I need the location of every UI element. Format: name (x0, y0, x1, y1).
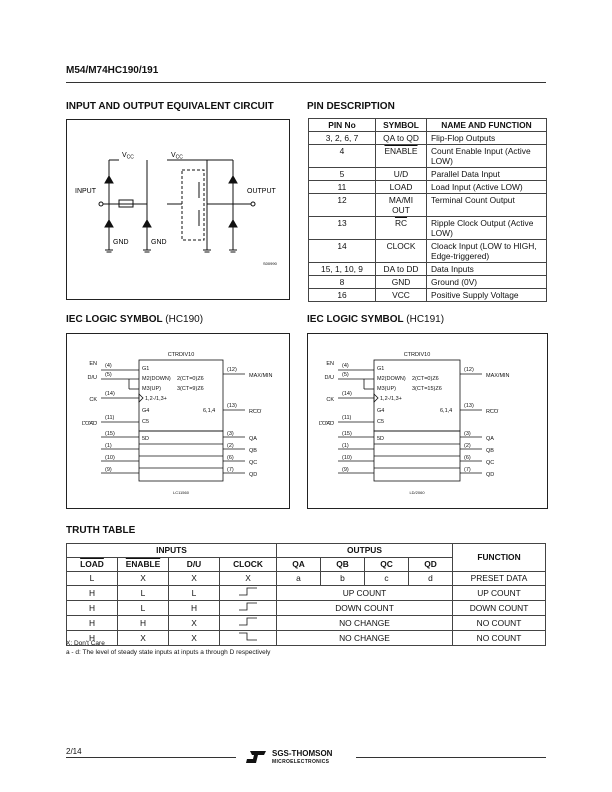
svg-text:(10): (10) (342, 455, 352, 461)
rising-edge-icon (220, 586, 277, 601)
svg-text:LC11560: LC11560 (173, 490, 189, 495)
svg-text:(9): (9) (342, 467, 349, 473)
input-label: INPUT (75, 188, 96, 195)
svg-text:C5: C5 (377, 419, 385, 425)
svg-text:M3(UP): M3(UP) (142, 386, 161, 392)
iec-en-label: EN (89, 361, 97, 367)
svg-text:(15): (15) (342, 431, 352, 437)
rising-edge-icon (220, 616, 277, 631)
iec-logic-symbol-hc191 (307, 333, 548, 509)
svg-text:QC: QC (249, 460, 258, 466)
svg-text:(13): (13) (464, 403, 474, 409)
svg-text:(3): (3) (464, 431, 471, 437)
svg-text:(10): (10) (105, 455, 115, 461)
table-row: 15, 1, 10, 9 DA to DD Data Inputs (309, 263, 547, 276)
table-row: H L H DOWN COUNT DOWN COUNT (67, 601, 546, 616)
svg-text:G4: G4 (142, 408, 150, 414)
svg-text:(6): (6) (227, 455, 234, 461)
output-label: OUTPUT (247, 188, 276, 195)
iec-hc191-diagram (308, 334, 547, 508)
iec-load-label: LOAD (82, 421, 97, 427)
footer-rule-left (66, 757, 236, 758)
svg-text:(14): (14) (105, 391, 115, 397)
svg-text:M2(DOWN): M2(DOWN) (377, 376, 406, 382)
svg-text:(11): (11) (105, 415, 115, 421)
svg-text:D/U: D/U (324, 375, 334, 381)
svg-text:(3): (3) (227, 431, 234, 437)
iec-ck-label: CK (89, 397, 97, 403)
svg-text:(2): (2) (227, 443, 234, 449)
svg-text:CTRDIV10: CTRDIV10 (403, 352, 431, 358)
rising-edge-icon (220, 601, 277, 616)
table-row: 14 CLOCK Cloack Input (LOW to HIGH, Edge-triggered) (309, 240, 547, 263)
svg-text:G1: G1 (142, 366, 150, 372)
svg-text:G4: G4 (377, 408, 385, 414)
svg-text:3(CT=9)Z6: 3(CT=9)Z6 (177, 386, 204, 392)
note-dont-care: X: Don't Care (66, 640, 105, 647)
table-row: 16 VCC Positive Supply Voltage (309, 289, 547, 302)
svg-text:(7): (7) (464, 467, 471, 473)
svg-text:EN: EN (326, 361, 334, 367)
falling-edge-icon (220, 631, 277, 646)
svg-text:(6): (6) (464, 455, 471, 461)
svg-text:RCO: RCO (486, 409, 499, 415)
svg-text:CTRDIV10: CTRDIV10 (167, 352, 195, 358)
st-logo-icon (246, 749, 268, 765)
svg-text:QB: QB (486, 448, 494, 454)
truth-group-header: INPUTS OUTPUS FUNCTION (67, 544, 546, 558)
pin-description-title: PIN DESCRIPTION (307, 101, 395, 112)
svg-text:QA: QA (249, 436, 257, 442)
table-row: H H X NO CHANGE NO COUNT (67, 616, 546, 631)
svg-text:2(CT=0)Z6: 2(CT=0)Z6 (412, 376, 439, 382)
svg-text:G1: G1 (377, 366, 385, 372)
truth-col-header: LOAD ENABLE D/U CLOCK QA QB QC QD (67, 558, 546, 572)
table-row: 5 U/D Parallel Data Input (309, 168, 547, 181)
iec-hc190-diagram (67, 334, 289, 508)
svg-text:QD: QD (249, 472, 258, 478)
truth-table-title: TRUTH TABLE (66, 525, 136, 536)
svg-text:(4): (4) (105, 363, 112, 369)
svg-text:(12): (12) (464, 367, 474, 373)
page-number: 2/14 (66, 747, 82, 756)
svg-text:QC: QC (486, 460, 495, 466)
footer-rule-right (356, 757, 546, 758)
svg-text:QA: QA (486, 436, 494, 442)
table-row: 3, 2, 6, 7 QA to QD Flip-Flop Outputs (309, 132, 547, 145)
svg-text:(5): (5) (105, 372, 112, 378)
gnd1-label: GND (113, 239, 129, 246)
col-pin-no: PIN No (309, 119, 376, 132)
table-row: H X X NO CHANGE NO COUNT (67, 631, 546, 646)
svg-text:(4): (4) (342, 363, 349, 369)
svg-text:1,2-/1,3+: 1,2-/1,3+ (145, 396, 167, 402)
svg-text:CK: CK (326, 397, 334, 403)
table-row: 11 LOAD Load Input (Active LOW) (309, 181, 547, 194)
svg-text:(5): (5) (342, 372, 349, 378)
io-circuit-figure (66, 119, 290, 300)
svg-text:(15): (15) (105, 431, 115, 437)
svg-text:2(CT=0)Z6: 2(CT=0)Z6 (177, 376, 204, 382)
table-row: H L L UP COUNT UP COUNT (67, 586, 546, 601)
svg-text:RCO: RCO (249, 409, 262, 415)
svg-text:(1): (1) (342, 443, 349, 449)
svg-text:C5: C5 (142, 419, 150, 425)
brand-name: SGS-THOMSON (272, 749, 333, 758)
svg-text:(12): (12) (227, 367, 237, 373)
io-circuit-title: INPUT AND OUTPUT EQUIVALENT CIRCUIT (66, 101, 274, 112)
col-symbol: SYMBOL (376, 119, 427, 132)
svg-text:5D: 5D (377, 436, 385, 442)
svg-text:6,1,4: 6,1,4 (203, 408, 216, 414)
svg-text:3(CT=15)Z6: 3(CT=15)Z6 (412, 386, 442, 392)
note-steady-state: a - d: The level of steady state inputs at inputs a through D respectively (66, 649, 271, 656)
truth-table (66, 543, 546, 646)
header-rule (66, 82, 546, 83)
vcc1-label: $V_{CC}$ (122, 152, 134, 161)
pin-description-table (308, 118, 547, 302)
brand-subtitle: MICROELECTRONICS (272, 759, 330, 765)
svg-text:MAX/MIN: MAX/MIN (486, 373, 510, 379)
svg-text:5D: 5D (142, 436, 150, 442)
svg-text:M3(UP): M3(UP) (377, 386, 396, 392)
iec-right-title: IEC LOGIC SYMBOL (HC191) (307, 314, 445, 325)
table-row: 8 GND Ground (0V) (309, 276, 547, 289)
svg-text:1,2-/1,3+: 1,2-/1,3+ (380, 396, 402, 402)
circuit-code: S00990 (263, 261, 277, 266)
vcc2-label: $V_{CC}$ (171, 152, 183, 161)
col-name-function: NAME AND FUNCTION (427, 119, 547, 132)
pin-table-header (309, 119, 547, 132)
svg-text:(9): (9) (105, 467, 112, 473)
svg-text:(13): (13) (227, 403, 237, 409)
svg-text:6,1,4: 6,1,4 (440, 408, 453, 414)
svg-text:LD/2060: LD/2060 (409, 490, 425, 495)
page-header-title: M54/M74HC190/191 (66, 65, 159, 76)
io-circuit-diagram (67, 120, 289, 299)
table-row: L X X X a b c d PRESET DATA (67, 572, 546, 586)
svg-text:(7): (7) (227, 467, 234, 473)
table-row: 12 MA/MI OUT Terminal Count Output (309, 194, 547, 217)
gnd2-label: GND (151, 239, 167, 246)
iec-du-label: D/U (87, 375, 97, 381)
svg-text:LOAD: LOAD (319, 421, 334, 427)
svg-text:MAX/MIN: MAX/MIN (249, 373, 273, 379)
iec-logic-symbol-hc190 (66, 333, 290, 509)
svg-text:QB: QB (249, 448, 257, 454)
svg-text:(11): (11) (342, 415, 352, 421)
svg-text:(1): (1) (105, 443, 112, 449)
svg-text:(14): (14) (342, 391, 352, 397)
svg-text:M2(DOWN): M2(DOWN) (142, 376, 171, 382)
iec-left-title: IEC LOGIC SYMBOL (HC190) (66, 314, 204, 325)
table-row: 4 ENABLE Count Enable Input (Active LOW) (309, 145, 547, 168)
svg-text:(2): (2) (464, 443, 471, 449)
table-row: 13 $\overline{RC}$ Ripple Clock Output (Active LOW) (309, 217, 547, 240)
svg-text:QD: QD (486, 472, 495, 478)
